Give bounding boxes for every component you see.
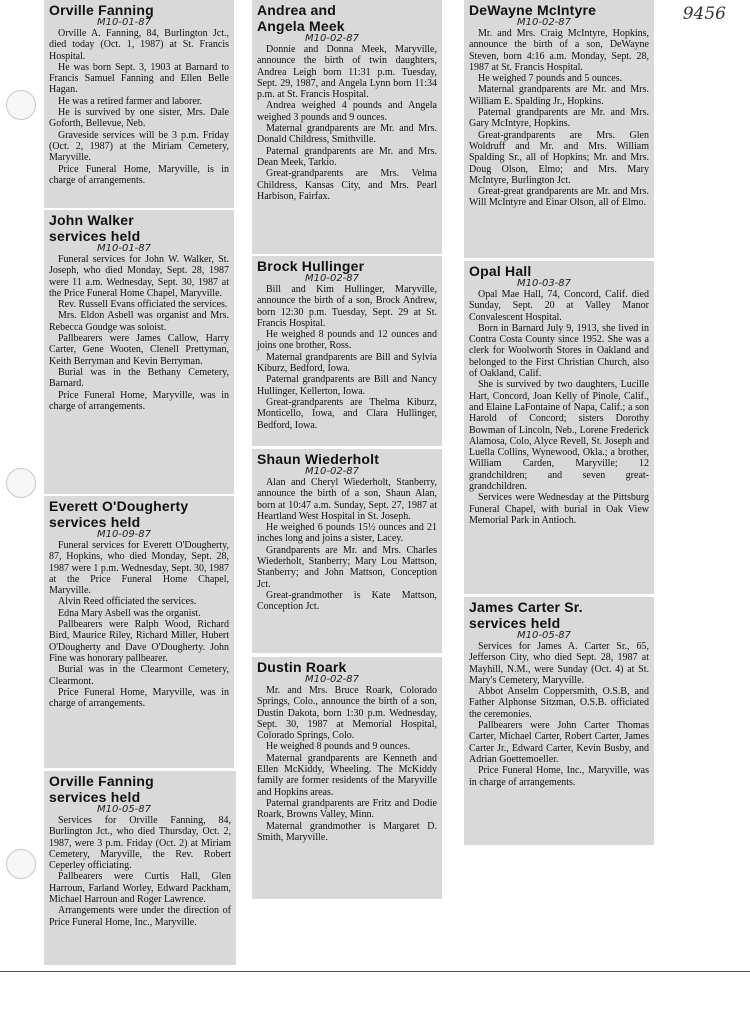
- clipping-title-line: Andrea and: [257, 2, 337, 18]
- clipping-paragraph: Pallbearers were John Carter Thomas Carter, Michael Carter, Robert Carter, James Carter Jr., Edward Carter, Kevin Busby, and Adrian Goettemoeller.: [469, 720, 649, 765]
- clipping-paragraph: Mr. and Mrs. Bruce Roark, Colorado Springs, Colo., announce the birth of a son, Dustin Dakota, born 1:30 p.m. Wednesday, Sept. 30, 1987 at Memorial Hospital, Colorado Springs, Colo.: [257, 685, 437, 742]
- clipping-title-line: Opal Hall: [469, 263, 532, 279]
- clipping-paragraph: Grandparents are Mr. and Mrs. Charles Wiederholt, Stanberry; Mary Lou Mattson, Stanberry; and John Mattson, Conception Jct.: [257, 544, 437, 590]
- clipping-paragraph: Burial was in the Bethany Cemetery, Barnard.: [49, 366, 229, 390]
- clipping-paragraph: Maternal grandparents are Mr. and Mrs. William E. Spalding Jr., Hopkins.: [469, 84, 649, 107]
- handwritten-date: M10-05-87: [517, 630, 572, 641]
- clipping-title-line: services held: [469, 615, 561, 631]
- clipping-paragraph: Born in Barnard July 9, 1913, she lived in Contra Costa County since 1952. She was a clerk for Woolworth Stores in Oakland and belonged to the First Christian Church, also of Oakland, Calif.: [469, 322, 649, 380]
- clipping-title-line: Angela Meek: [257, 18, 345, 34]
- clipping-paragraph: Graveside services will be 3 p.m. Friday (Oct. 2, 1987) at the Miriam Cemetery, Maryville.: [49, 129, 229, 164]
- clipping-paragraph: Mr. and Mrs. Craig McIntyre, Hopkins, announce the birth of a son, DeWayne Steven, born 4:16 a.m. Monday, Sept. 28, 1987 at St. Francis Hospital.: [469, 28, 649, 73]
- clipping-paragraph: Paternal grandparents are Fritz and Dodie Roark, Browns Valley, Minn.: [257, 797, 437, 821]
- clipping-paragraph: Edna Mary Asbell was the organist.: [58, 607, 201, 619]
- clipping-title: [469, 2, 649, 18]
- clipping-title-line: Orville Fanning: [49, 2, 154, 18]
- clipping-paragraph: Rev. Russell Evans officiated the services.: [58, 299, 228, 311]
- clipping-title-line: Brock Hullinger: [257, 258, 365, 274]
- clipping-title: [257, 659, 437, 675]
- clipping-title-line: Everett O'Dougherty: [49, 498, 189, 514]
- clipping-paragraph: He weighed 8 pounds and 12 ounces and joins one brother, Ross.: [257, 329, 437, 352]
- page-number: 9456: [682, 4, 726, 24]
- clipping-paragraph: Services for James A. Carter Sr., 65, Jefferson City, who died Sept. 28, 1987 at Mayhill, N.M., were Sunday (Oct. 4) at St. Mary's Cemetery, Maryville.: [469, 641, 649, 686]
- clipping-paragraph: He weighed 7 pounds and 5 ounces.: [478, 73, 623, 85]
- clipping-paragraph: Donnie and Donna Meek, Maryville, announce the birth of twin daughters, Andrea Leigh born 11:31 p.m. Tuesday, Sept. 29, 1987, and Angela Lynn born 11:34 p.m. at St. Francis Hospital.: [257, 44, 437, 101]
- clipping-title-line: Dustin Roark: [257, 659, 347, 675]
- clipping-paragraph: Arrangements were under the direction of Price Funeral Home, Inc., Maryville.: [49, 905, 231, 928]
- clipping-paragraph: He weighed 8 pounds and 9 ounces.: [266, 741, 411, 753]
- clipping-paragraph: Great-great grandparents are Mr. and Mrs. Will McIntyre and Einar Olson, all of Elmo.: [469, 186, 649, 209]
- clipping-title: [49, 2, 229, 18]
- clipping-paragraph: She is survived by two daughters, Lucille Hart, Concord, Joan Kelly of Pinole, Calif., and Elaine LaFontaine of Napa, Calif.; a son Harold of Concord; sisters Dorothy Bowman of Lincoln, Neb., Lorene Frederick Alamosa, Colo, Alyce Revell, St. Joseph and Luella Collins, Wynewood, Okla.; a brother, William Carden, Maryville; 12 grandchildren; and seven great-grandchildren.: [469, 379, 649, 493]
- clipping: [44, 771, 236, 965]
- clipping-paragraph: Pallbearers were Curtis Hall, Glen Harroun, Farland Worley, Edward Packham, Michael Harroun and Roger Lawrence.: [49, 871, 231, 906]
- clipping: [44, 0, 234, 208]
- clipping-title: [257, 2, 437, 34]
- clipping-paragraph: Services were Wednesday at the Pittsburg Funeral Chapel, with burial in Oak View Memorial Park in Antioch.: [469, 492, 649, 526]
- clipping: [44, 496, 234, 768]
- clipping-paragraph: Paternal grandparents are Mr. and Mrs. Gary McIntyre, Hopkins.: [469, 107, 649, 130]
- clipping-paragraph: Paternal grandparents are Bill and Nancy Hullinger, Kellerton, Iowa.: [257, 374, 437, 397]
- clipping-paragraph: Burial was in the Clearmont Cemetery, Clearmont.: [49, 664, 229, 687]
- clipping-paragraph: Price Funeral Home, Maryville, was in charge of arrangements.: [49, 686, 229, 710]
- handwritten-date: M10-02-87: [517, 17, 572, 28]
- clipping-paragraph: He weighed 6 pounds 15½ ounces and 21 inches long and joins a sister, Lacey.: [257, 522, 437, 545]
- clipping-paragraph: Alvin Reed officiated the services.: [58, 596, 197, 608]
- clipping-paragraph: Pallbearers were James Callow, Harry Carter, Gene Wooten, Clenell Prettyman, Keith Berryman and Kevin Berryman.: [49, 333, 229, 367]
- clipping: [252, 449, 442, 653]
- clipping-title: [257, 258, 437, 274]
- clipping-title: [49, 212, 229, 244]
- clipping-title: [49, 773, 231, 805]
- clipping-title-line: services held: [49, 228, 141, 244]
- clipping-paragraph: Funeral services for John W. Walker, St. Joseph, who died Monday, Sept. 28, 1987 were 11 a.m. Wednesday, Sept. 30, 1987 at the Price Funeral Home Chapel, Maryville.: [49, 254, 229, 299]
- clipping-paragraph: He was born Sept. 3, 1903 at Barnard to Francis Samuel Fanning and Ellen Belle Hagan.: [49, 61, 229, 96]
- clipping-paragraph: Bill and Kim Hullinger, Maryville, announce the birth of a son, Brock Andrew, born 12:30 p.m. Tuesday, Sept. 29 at St. Francis Hospital.: [257, 284, 437, 329]
- clipping-title-line: John Walker: [49, 212, 134, 228]
- clipping-paragraph: Maternal grandparents are Kenneth and Ellen McKiddy, Wheeling. The McKiddy family are former residents of the Maryville and Hopkins areas.: [257, 752, 437, 798]
- clipping-paragraph: Paternal grandparents are Mr. and Mrs. Dean Meek, Tarkio.: [257, 145, 437, 168]
- clipping-paragraph: Services for Orville Fanning, 84, Burlington Jct., who died Thursday, Oct. 2, 1987, were 3 p.m. Friday (Oct. 2) at Miriam Cemetery, Maryville, the Rev. Robert Ceperley officiating.: [49, 815, 231, 872]
- clipping: [44, 210, 234, 494]
- clipping-title-line: services held: [49, 789, 141, 805]
- binder-hole: [6, 849, 36, 879]
- clipping-paragraph: Great-grandparents are Thelma Kiburz, Monticello, Iowa, and Clara Hullinger, Bedford, Iowa.: [257, 396, 437, 431]
- clipping-paragraph: Opal Mae Hall, 74, Concord, Calif. died Sunday, Sept. 20 at Valley Manor Convalescent Hospital.: [469, 289, 649, 323]
- clipping-paragraph: He was a retired farmer and laborer.: [58, 95, 203, 107]
- binder-hole: [6, 90, 36, 120]
- clipping: [252, 657, 442, 899]
- handwritten-date: M10-03-87: [517, 278, 572, 289]
- clipping-paragraph: Maternal grandparents are Bill and Sylvia Kiburz, Bedford, Iowa.: [257, 351, 437, 375]
- handwritten-date: M10-01-87: [97, 17, 152, 28]
- clipping-paragraph: Maternal grandparents are Mr. and Mrs. Donald Childress, Smithville.: [257, 123, 437, 146]
- handwritten-date: M10-02-87: [305, 273, 360, 284]
- clipping-paragraph: Great-grandparents are Mrs. Glen Woldruff and Mr. and Mrs. William Spalding Sr., all of Hopkins; Mr. and Mrs. Doug Olson, Elmo; and Mrs. Mary McIntyre, Burlington Jct.: [469, 129, 649, 186]
- handwritten-date: M10-01-87: [97, 243, 152, 254]
- clipping: [252, 256, 442, 446]
- clipping-paragraph: He is survived by one sister, Mrs. Dale Goforth, Bellevue, Neb.: [49, 107, 229, 130]
- clipping-title-line: Shaun Wiederholt: [257, 451, 380, 467]
- binder-hole: [6, 468, 36, 498]
- clipping-paragraph: Price Funeral Home, Maryville, was in charge of arrangements.: [49, 389, 229, 412]
- clipping-paragraph: Great-grandmother is Kate Mattson, Conception Jct.: [257, 589, 437, 613]
- clipping: [464, 597, 654, 845]
- clipping-title: [469, 263, 649, 279]
- clipping: [464, 0, 654, 258]
- clipping-paragraph: Funeral services for Everett O'Dougherty, 87, Hopkins, who died Monday, Sept. 28, 1987 were 1 p.m. Wednesday, Sept. 30, 1987 at the Price Funeral Home Chapel, Maryville.: [49, 540, 229, 597]
- clipping-title: [257, 451, 437, 467]
- clipping: [252, 0, 442, 254]
- clipping-paragraph: Price Funeral Home, Inc., Maryville, was in charge of arrangements.: [469, 765, 649, 788]
- clipping-paragraph: Mrs. Eldon Asbell was organist and Mrs. Rebecca Goudge was soloist.: [49, 310, 229, 333]
- clipping-paragraph: Great-grandparents are Mrs. Velma Childress, Kansas City, and Mrs. Pearl Harbison, Fairfax.: [257, 168, 437, 202]
- clipping-title-line: James Carter Sr.: [469, 599, 583, 615]
- clipping-paragraph: Pallbearers were Ralph Wood, Richard Bird, Maurice Riley, Richard Miller, Hubert O'Dougherty and Dave O'Dougherty. John Fine was honorary pallbearer.: [49, 619, 229, 664]
- clipping: [464, 261, 654, 594]
- handwritten-date: M10-02-87: [305, 674, 360, 685]
- clipping-title: [469, 599, 649, 631]
- clipping-paragraph: Orville A. Fanning, 84, Burlington Jct., died today (Oct. 1, 1987) at St. Francis Hospital.: [49, 28, 229, 62]
- clipping-title: [49, 498, 229, 530]
- clipping-paragraph: Maternal grandmother is Margaret D. Smith, Maryville.: [257, 820, 437, 843]
- clipping-paragraph: Andrea weighed 4 pounds and Angela weighed 3 pounds and 9 ounces.: [257, 100, 437, 123]
- clipping-paragraph: Abbot Anselm Coppersmith, O.S.B, and Father Alphonse Sitzman, O.S.B. officiated the ceremonies.: [469, 686, 649, 720]
- handwritten-date: M10-02-87: [305, 466, 360, 477]
- clipping-title-line: services held: [49, 514, 141, 530]
- clipping-paragraph: Alan and Cheryl Wiederholt, Stanberry, announce the birth of a son, Shaun Alan, born at 10:47 a.m. Sunday, Sept. 27, 1987 at Heartland West Hospital in St. Joseph.: [257, 477, 437, 522]
- clipping-paragraph: Price Funeral Home, Maryville, is in charge of arrangements.: [49, 163, 229, 186]
- clipping-title-line: Orville Fanning: [49, 773, 154, 789]
- page-edge-line: [0, 971, 750, 972]
- clipping-title-line: DeWayne McIntyre: [469, 2, 597, 18]
- handwritten-date: M10-02-87: [305, 33, 360, 44]
- handwritten-date: M10-09-87: [97, 529, 152, 540]
- handwritten-date: M10-05-87: [97, 804, 152, 815]
